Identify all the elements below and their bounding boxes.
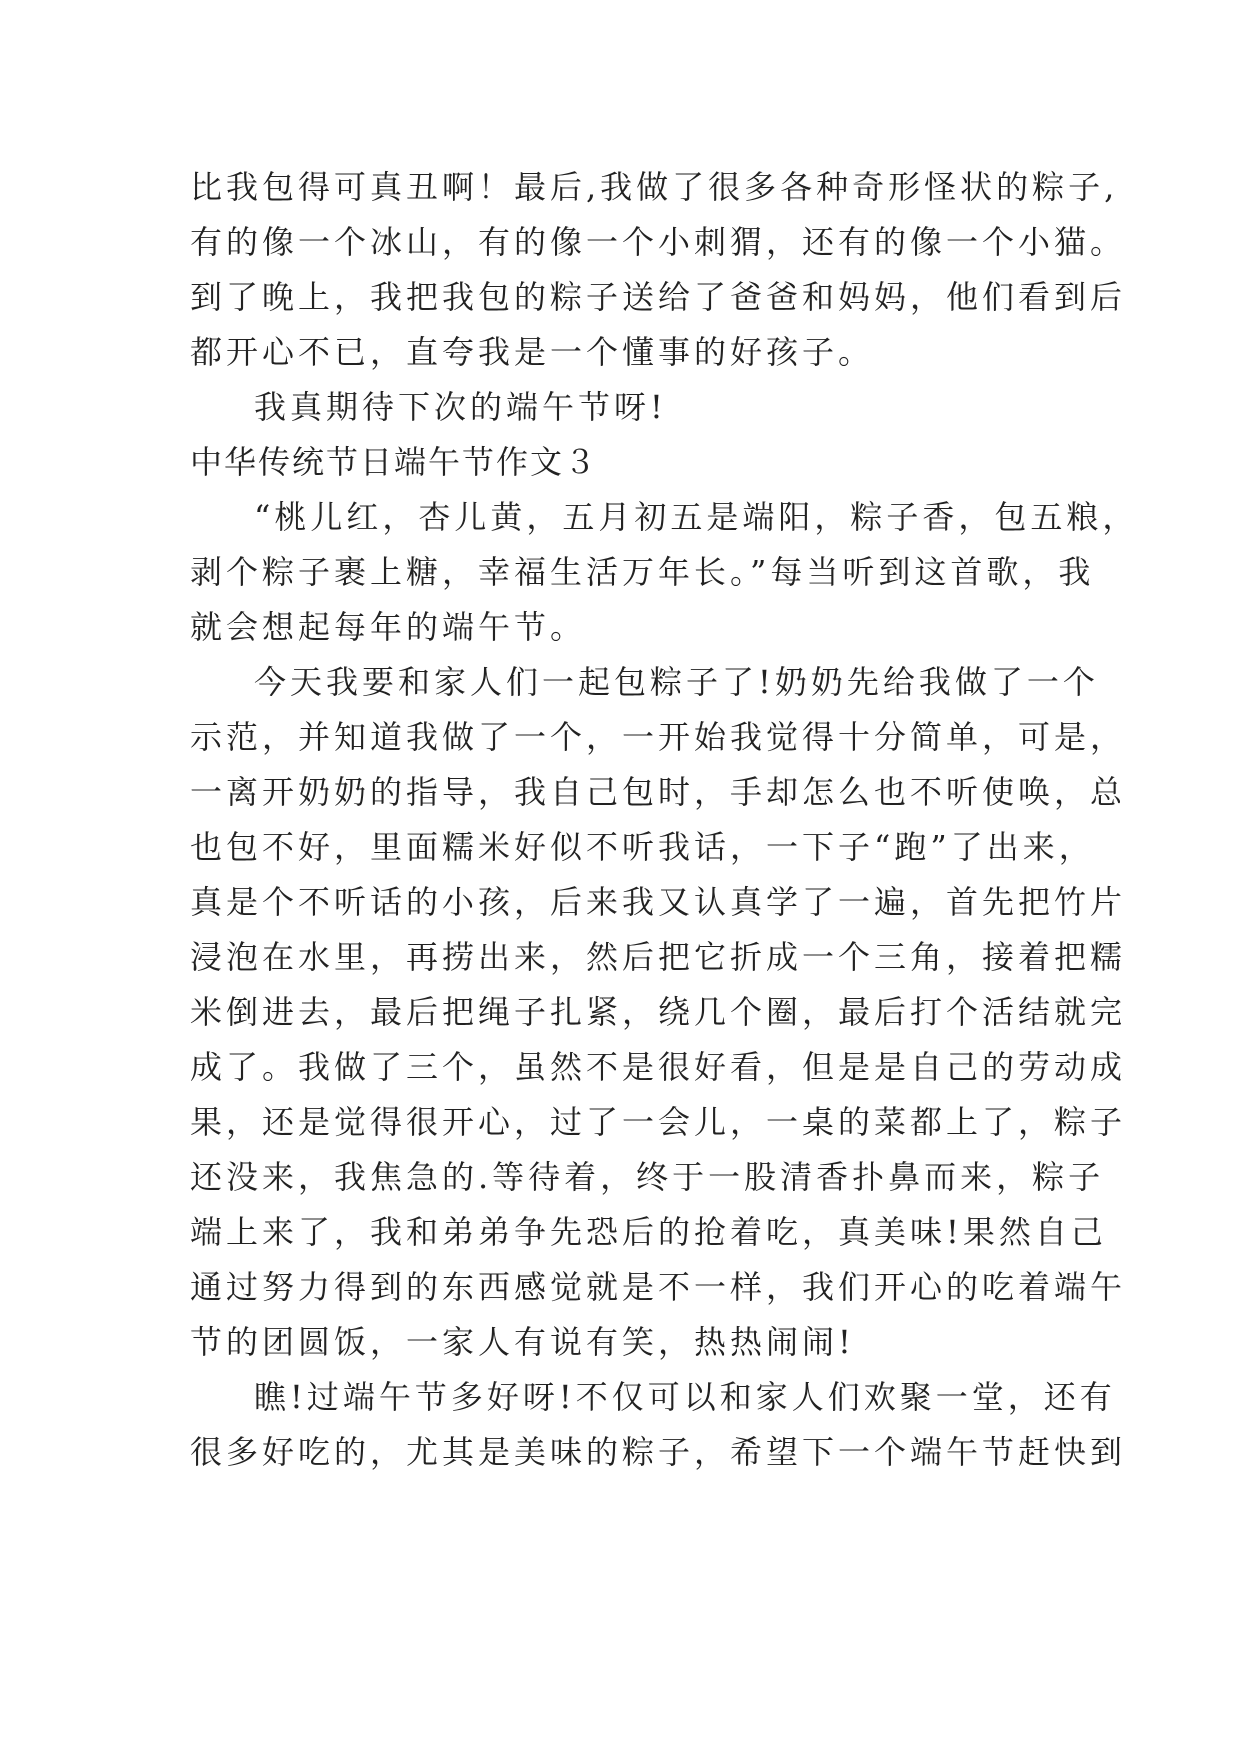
- text-line: 示范，并知道我做了一个，一开始我觉得十分简单，可是，: [190, 718, 1127, 756]
- text-line: 还没来，我焦急的.等待着，终于一股清香扑鼻而来，粽子: [190, 1158, 1105, 1196]
- text-line: 有的像一个冰山，有的像一个小刺猬，还有的像一个小猫。: [190, 223, 1127, 261]
- text-line: 节的团圆饭，一家人有说有笑，热热闹闹!: [190, 1323, 855, 1361]
- text-line: “桃儿红，杏儿黄，五月初五是端阳，粽子香，包五粮，: [254, 498, 1139, 536]
- text-line: 果，还是觉得很开心，过了一会儿，一桌的菜都上了，粽子: [190, 1103, 1127, 1141]
- text-line: 真是个不听话的小孩，后来我又认真学了一遍，首先把竹片: [190, 883, 1127, 921]
- text-line: 浸泡在水里，再捞出来，然后把它折成一个三角，接着把糯: [190, 938, 1127, 976]
- text-line: 到了晚上，我把我包的粽子送给了爸爸和妈妈，他们看到后: [190, 278, 1127, 316]
- essay-text: [190, 160, 1139, 1480]
- text-line: 比我包得可真丑啊！最后,我做了很多各种奇形怪状的粽子,: [190, 168, 1119, 206]
- text-line: 我真期待下次的端午节呀!: [254, 388, 667, 426]
- text-line: 瞧!过端午节多好呀!不仅可以和家人们欢聚一堂，还有: [254, 1378, 1116, 1416]
- text-line: 米倒进去，最后把绳子扎紧，绕几个圈，最后打个活结就完: [190, 993, 1127, 1031]
- section-heading: 中华传统节日端午节作文３: [190, 443, 599, 481]
- text-line: 剥个粽子裹上糖，幸福生活万年长。”每当听到这首歌，我: [190, 553, 1095, 591]
- text-line: 通过努力得到的东西感觉就是不一样，我们开心的吃着端午: [190, 1268, 1127, 1306]
- text-line: 今天我要和家人们一起包粽子了!奶奶先给我做了一个: [254, 663, 1099, 701]
- text-line: 成了。我做了三个，虽然不是很好看，但是是自己的劳动成: [190, 1048, 1127, 1086]
- text-line: 一离开奶奶的指导，我自己包时，手却怎么也不听使唤，总: [190, 773, 1127, 811]
- text-line: 端上来了，我和弟弟争先恐后的抢着吃，真美味!果然自己: [190, 1213, 1107, 1251]
- text-line: 也包不好，里面糯米好似不听我话，一下子“跑”了出来，: [190, 828, 1095, 866]
- text-line: 很多好吃的，尤其是美味的粽子，希望下一个端午节赶快到: [190, 1433, 1127, 1471]
- text-line: 都开心不已，直夸我是一个懂事的好孩子。: [190, 333, 875, 371]
- text-line: 就会想起每年的端午节。: [190, 608, 587, 646]
